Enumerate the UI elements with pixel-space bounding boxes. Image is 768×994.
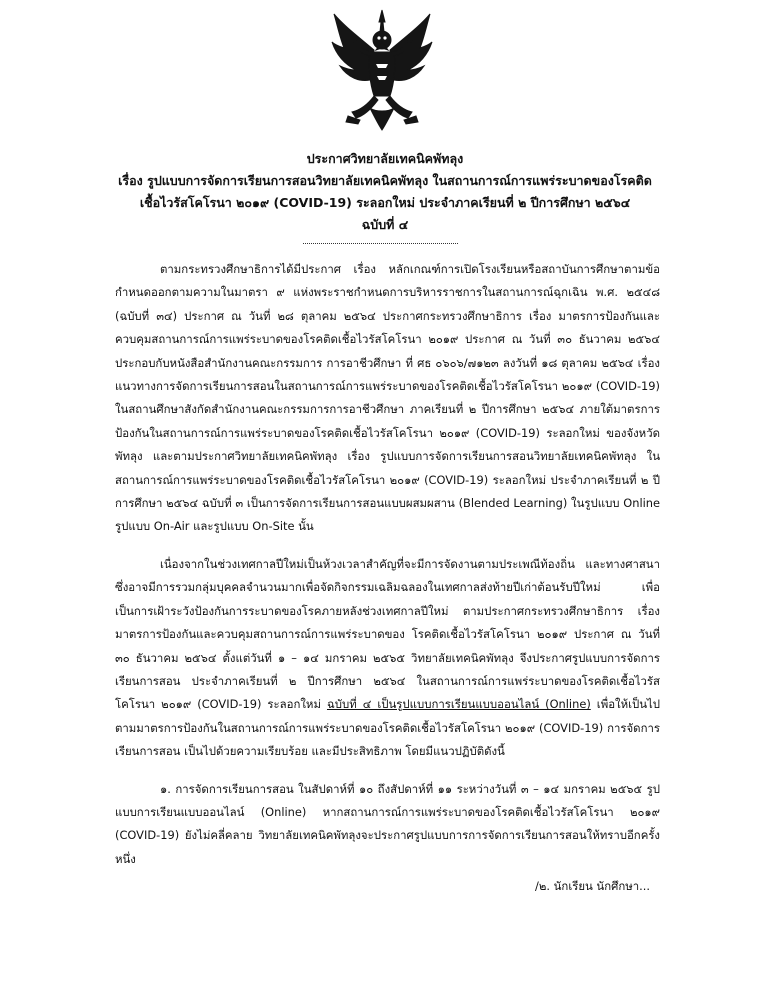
garuda-emblem-icon [330,8,434,132]
paragraph-item-1: ๑. การจัดการเรียนการสอน ในสัปดาห์ที่ ๑๐ ถึงสัปดาห์ที่ ๑๑ ระหว่างวันที่ ๓ – ๑๔ มกราคม ๒๕๖๕ รูปแบบการเรียนแบบออนไลน์ (Online) หากสถานการณ์การแพร่ระบาดของโรคติดเชื้อไวรัสโคโรนา ๒๐๑๙ (COVID-19) ยังไม่คลี่คลาย วิทยาลัยเทคนิคพัทลุงจะประกาศรูปแบบการการจัดการเรียนการสอนให้ทราบอีกครั้งหนึ่ง [115,781,660,866]
announcement-header [100,148,670,236]
paragraph-reason-emphasis: ฉบับที่ ๔ เป็นรูปแบบการเรียนแบบออนไลน์ (Online) [326,697,591,712]
separator-dotted-line [303,243,458,244]
subject-line-1: เรื่อง รูปแบบการจัดการเรียนการสอนวิทยาลัยเทคนิคพัทลุง ในสถานการณ์การแพร่ระบาดของโรคติด [118,173,652,188]
issue-number: ฉบับที่ ๔ [361,217,409,232]
paragraph-background: ตามกระทรวงศึกษาธิการได้มีประกาศ เรื่อง หลักเกณฑ์การเปิดโรงเรียนหรือสถาบันการศึกษาตามข้อกำหนดออกตามความในมาตรา ๙ แห่งพระราชกำหนดการบริหารราชการในสถานการณ์ฉุกเฉิน พ.ศ. ๒๕๔๘ (ฉบับที่ ๓๔) ประกาศ ณ วันที่ ๒๘ ตุลาคม ๒๕๖๔ ประกาศกระทรวงศึกษาธิการ เรื่อง มาตรการป้องกันและควบคุมสถานการณ์การแพร่ระบาดของโรคติดเชื้อไวรัสโคโรนา ๒๐๑๙ ประกาศ ณ วันที่ ๓๐ ธันวาคม ๒๕๖๔ ประกอบกับหนังสือสำนักงานคณะกรรมการ การอาชีวศึกษา ที่ ศธ ๐๖๐๖/๗๑๒๓ ลงวันที่ ๑๘ ตุลาคม ๒๕๖๔ เรื่อง แนวทางการจัดการเรียนการสอนในสถานการณ์การแพร่ระบาดของโรคติดเชื้อไวรัสโคโรนา ๒๐๑๙ (COVID-19) ในสถานศึกษาสังกัดสำนักงานคณะกรรมการการอาชีวศึกษา ภาคเรียนที่ ๒ ปีการศึกษา ๒๕๖๔ ภายใต้มาตรการป้องกันในสถานการณ์การแพร่ระบาดของโรคติดเชื้อไวรัสโคโรนา ๒๐๑๙ (COVID-19) ระลอกใหม่ ของจังหวัดพัทลุง และตามประกาศวิทยาลัยเทคนิคพัทลุง เรื่อง รูปแบบการจัดการเรียนการสอนวิทยาลัยเทคนิคพัทลุง ในสถานการณ์การแพร่ระบาดของโรคติดเชื้อไวรัสโคโรนา ๒๐๑๙ (COVID-19) ระลอกใหม่ ประจำภาคเรียนที่ ๒ ปีการศึกษา ๒๕๖๔ ฉบับที่ ๓ เป็นการจัดการเรียนการสอนแบบผสมผสาน (Blended Learning) ในรูปแบบ Online รูปแบบ On-Air และรูปแบบ On-Site นั้น [115,262,660,534]
issuer-title: ประกาศวิทยาลัยเทคนิคพัทลุง [306,151,464,166]
document-body [115,258,660,871]
paragraph-reason [115,553,660,764]
paragraph-reason-text-1: เนื่องจากในช่วงเทศกาลปีใหม่เป็นห้วงเวลาสำคัญที่จะมีการจัดงานตามประเพณีท้องถิ่น และทางศาสนา ซึ่งอาจมีการรวมกลุ่มบุคคลจำนวนมากเพื่อจัดกิจกรรมเฉลิมฉลองในเทศกาลส่งท้ายปีเก่าต้อนรับปีใหม่ เพื่อเป็นการเฝ้าระวังป้องกันการระบาดของโรคภายหลังช่วงเทศกาลปีใหม่ ตามประกาศกระทรวงศึกษาธิการ เรื่อง มาตรการป้องกันและควบคุมสถานการณ์การแพร่ระบาดของ โรคติดเชื้อไวรัสโคโรนา ๒๐๑๙ ประกาศ ณ วันที่ ๓๐ ธันวาคม ๒๕๖๔ ตั้งแต่วันที่ ๑ – ๑๔ มกราคม ๒๕๖๕ วิทยาลัยเทคนิคพัทลุง จึงประกาศรูปแบบการจัดการเรียนการสอน ประจำภาคเรียนที่ ๒ ปีการศึกษา ๒๕๖๔ ในสถานการณ์การแพร่ระบาดของโรคติดเชื้อไวรัสโคโรนา ๒๐๑๙ (COVID-19) ระลอกใหม่ [115,556,660,712]
subject-line-2: เชื้อไวรัสโคโรนา ๒๐๑๙ (COVID-19) ระลอกใหม่ ประจำภาคเรียนที่ ๒ ปีการศึกษา ๒๕๖๔ [139,195,631,210]
continuation-marker: /๒. นักเรียน นักศึกษา... [535,879,650,893]
paragraph-reason-text-2: เพื่อให้เป็นไปตามมาตรการป้องกันในสถานการณ์การแพร่ระบาดของโรคติดเชื้อไวรัสโคโรนา ๒๐๑๙ (COVID-19) การจัดการเรียนการสอน เป็นไปด้วยความเรียบร้อย และมีประสิทธิภาพ โดยมีแนวปฏิบัติดังนี้ [115,697,660,759]
